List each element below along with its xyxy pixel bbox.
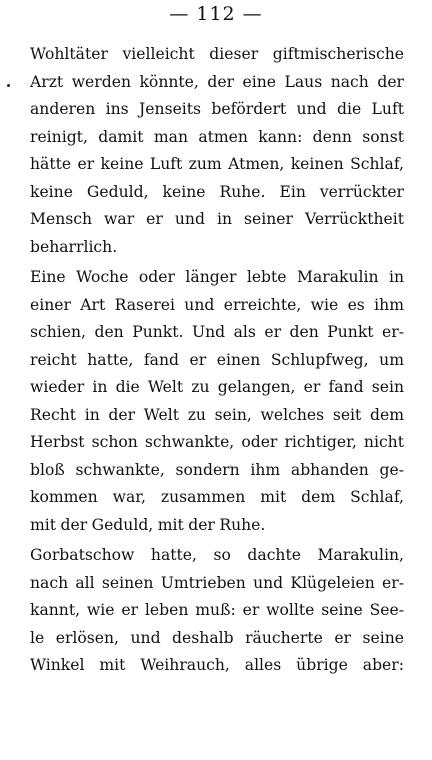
text-line: Mensch war er und in seiner Verrücktheit xyxy=(30,210,404,228)
margin-mark xyxy=(7,84,10,87)
text-line: le erlösen, und deshalb räucherte er seine xyxy=(30,628,404,647)
text-line: beharrlich. xyxy=(30,237,118,256)
paragraph-3 xyxy=(30,542,404,680)
text-line: Herbst schon schwankte, oder richtiger, nicht xyxy=(30,433,404,451)
paragraph-1 xyxy=(30,41,404,261)
text-line: wieder in die Welt zu gelangen, er fand sein xyxy=(30,378,404,396)
paragraph-2 xyxy=(30,264,404,539)
text-line: kannt, wie er leben muß: er wollte seine See- xyxy=(30,601,404,619)
text-line: Eine Woche oder länger lebte Marakulin in xyxy=(30,268,404,286)
text-line: Winkel mit Weihrauch, alles übrige aber: xyxy=(30,656,404,674)
text-line: einer Art Raserei und erreichte, wie es ihm xyxy=(30,295,404,314)
page-number: — 112 — xyxy=(169,3,263,25)
text-line: reinigt, damit man atmen kann: denn sonst xyxy=(30,127,404,146)
text-line: reicht hatte, fand er einen Schlupfweg, um xyxy=(30,350,404,369)
text-line: kommen war, zusammen mit dem Schlaf, xyxy=(30,488,404,506)
text-line: anderen ins Jenseits befördert und die Luft xyxy=(30,100,404,118)
text-line: keine Geduld, keine Ruhe. Ein verrückter xyxy=(30,182,404,201)
text-line: schien, den Punkt. Und als er den Punkt er- xyxy=(30,323,404,341)
text-line: mit der Geduld, mit der Ruhe. xyxy=(30,515,266,534)
text-body xyxy=(30,41,404,680)
text-line: Gorbatschow hatte, so dachte Marakulin, xyxy=(30,546,404,564)
text-line: Recht in der Welt zu sein, welches seit dem xyxy=(30,405,404,424)
text-line: nach all seinen Umtrieben und Klügeleien er- xyxy=(30,573,404,592)
text-line: bloß schwankte, sondern ihm abhanden ge- xyxy=(30,460,404,479)
text-line: Arzt werden könnte, der eine Laus nach der xyxy=(30,72,404,91)
text-line: hätte er keine Luft zum Atmen, keinen Schlaf, xyxy=(30,155,404,173)
text-line: Wohltäter vielleicht dieser giftmischerische xyxy=(30,45,404,63)
